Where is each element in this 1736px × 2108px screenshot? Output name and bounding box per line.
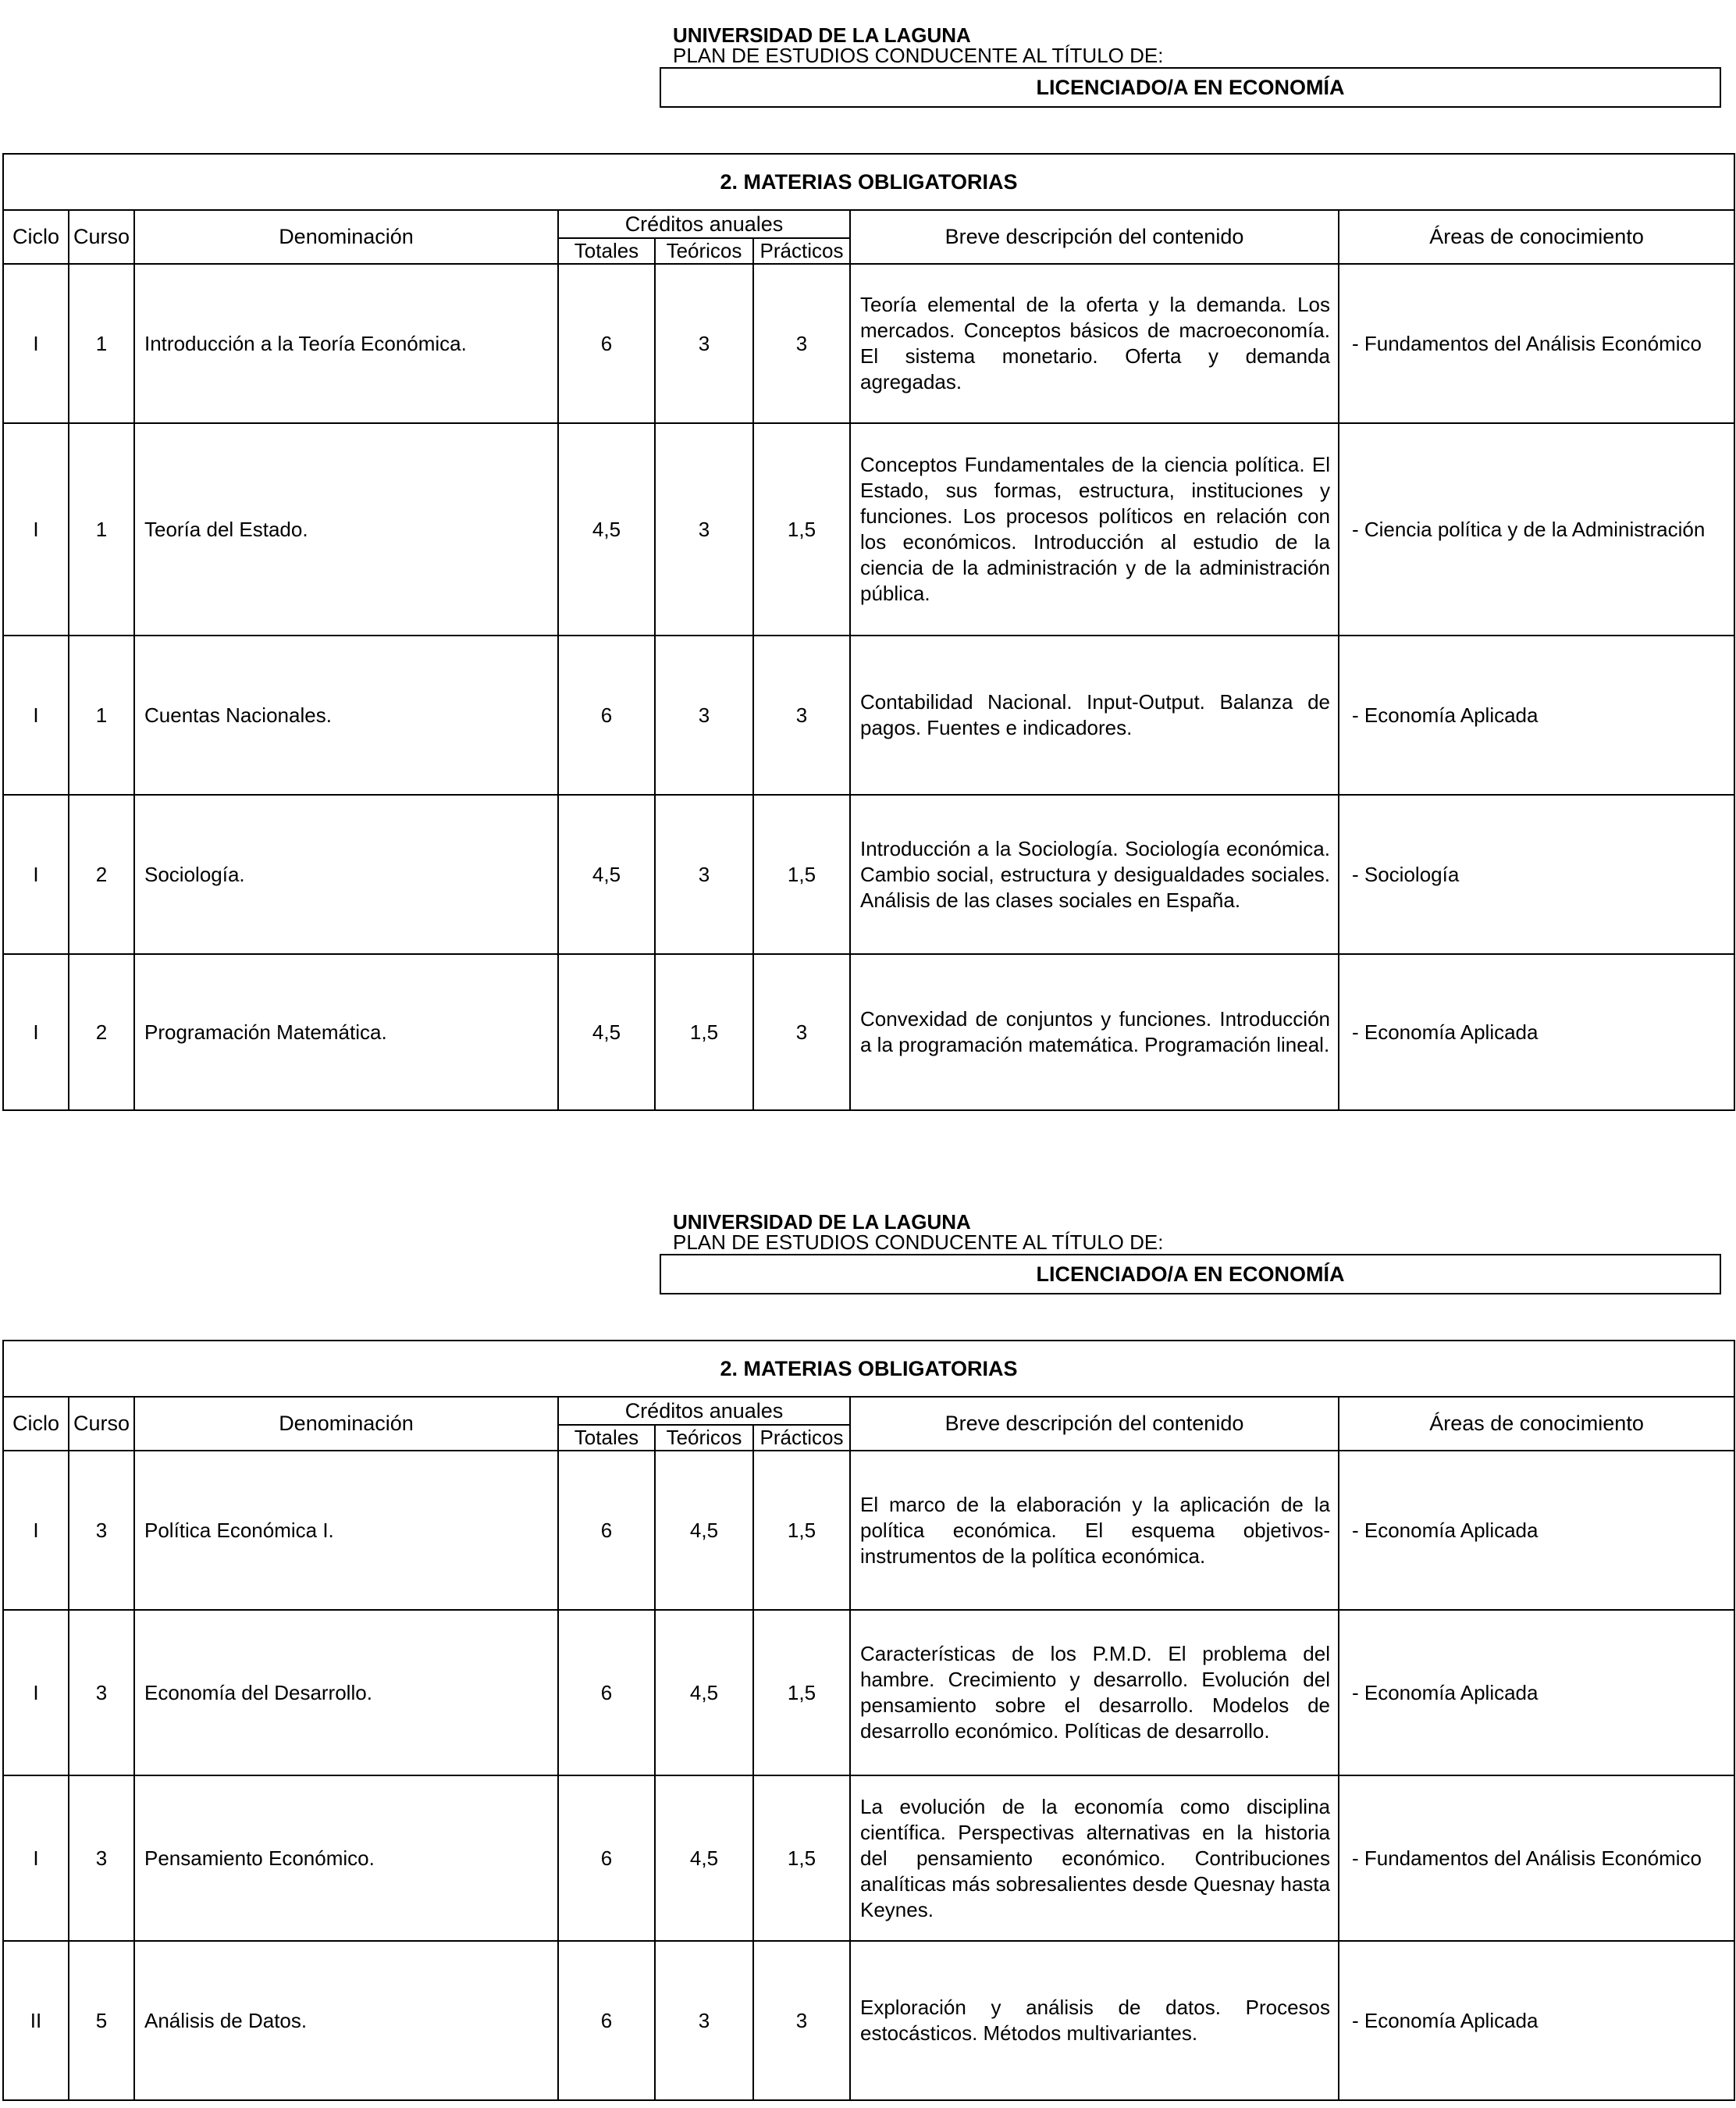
cell-totales: 4,5 [558, 423, 655, 636]
col-creditos: Créditos anuales [558, 210, 850, 238]
cell-denominacion: Economía del Desarrollo. [134, 1610, 558, 1775]
cell-curso: 1 [69, 264, 134, 423]
cell-descripcion: Contabilidad Nacional. Input-Output. Balanza de pagos. Fuentes e indicadores. [850, 636, 1339, 795]
cell-curso: 3 [69, 1451, 134, 1610]
cell-ciclo: I [3, 423, 69, 636]
cell-ciclo: I [3, 1610, 69, 1775]
col-ciclo: Ciclo [3, 210, 69, 264]
table-row [3, 1941, 1734, 2100]
cell-area: - Economía Aplicada [1339, 1451, 1734, 1610]
cell-teoricos: 1,5 [655, 954, 753, 1110]
col-curso: Curso [69, 1397, 134, 1451]
cell-area: - Fundamentos del Análisis Económico [1339, 1775, 1734, 1941]
col-descripcion: Breve descripción del contenido [850, 1397, 1339, 1451]
col-ciclo: Ciclo [3, 1397, 69, 1451]
cell-totales: 6 [558, 1451, 655, 1610]
cell-curso: 2 [69, 954, 134, 1110]
cell-practicos: 3 [753, 264, 850, 423]
cell-descripcion: Introducción a la Sociología. Sociología económica. Cambio social, estructura y desigualdades sociales. Análisis de las clases sociales en España. [850, 795, 1339, 954]
plan-label: PLAN DE ESTUDIOS CONDUCENTE AL TÍTULO DE: [673, 1230, 1164, 1254]
cell-curso: 3 [69, 1610, 134, 1775]
cell-practicos: 3 [753, 636, 850, 795]
cell-totales: 6 [558, 1610, 655, 1775]
degree-title: LICENCIADO/A EN ECONOMÍA [660, 1254, 1721, 1294]
table-row [3, 795, 1734, 954]
cell-totales: 6 [558, 1775, 655, 1941]
cell-descripcion: Conceptos Fundamentales de la ciencia política. El Estado, sus formas, estructura, instituciones y funciones. Los procesos políticos en relación con los económicos. Introducción al estudio de la ciencia de la administración y de la administración pública. [850, 423, 1339, 636]
cell-teoricos: 3 [655, 1941, 753, 2100]
cell-ciclo: I [3, 1451, 69, 1610]
col-descripcion: Breve descripción del contenido [850, 210, 1339, 264]
cell-descripcion: La evolución de la economía como disciplina científica. Perspectivas alternativas en la historia del pensamiento económico. Contribuciones analíticas más sobresalientes desde Quesnay hasta Keynes. [850, 1775, 1339, 1941]
col-totales: Totales [558, 238, 655, 264]
cell-ciclo: I [3, 636, 69, 795]
cell-denominacion: Análisis de Datos. [134, 1941, 558, 2100]
cell-teoricos: 4,5 [655, 1610, 753, 1775]
table-row [3, 1775, 1734, 1941]
table-row [3, 264, 1734, 423]
cell-area: - Fundamentos del Análisis Económico [1339, 264, 1734, 423]
cell-teoricos: 4,5 [655, 1775, 753, 1941]
cell-denominacion: Teoría del Estado. [134, 423, 558, 636]
cell-denominacion: Introducción a la Teoría Económica. [134, 264, 558, 423]
cell-totales: 6 [558, 636, 655, 795]
cell-denominacion: Pensamiento Económico. [134, 1775, 558, 1941]
cell-curso: 3 [69, 1775, 134, 1941]
cell-curso: 1 [69, 636, 134, 795]
cell-totales: 4,5 [558, 954, 655, 1110]
cell-area: - Economía Aplicada [1339, 636, 1734, 795]
cell-area: - Economía Aplicada [1339, 1610, 1734, 1775]
cell-practicos: 1,5 [753, 1775, 850, 1941]
cell-area: - Economía Aplicada [1339, 954, 1734, 1110]
cell-practicos: 1,5 [753, 423, 850, 636]
cell-denominacion: Programación Matemática. [134, 954, 558, 1110]
table-row [3, 423, 1734, 636]
cell-practicos: 3 [753, 1941, 850, 2100]
cell-teoricos: 3 [655, 264, 753, 423]
cell-denominacion: Sociología. [134, 795, 558, 954]
col-areas: Áreas de conocimiento [1339, 210, 1734, 264]
cell-denominacion: Política Económica I. [134, 1451, 558, 1610]
cell-descripcion: Teoría elemental de la oferta y la demanda. Los mercados. Conceptos básicos de macroeconomía. El sistema monetario. Oferta y demanda agregadas. [850, 264, 1339, 423]
cell-teoricos: 3 [655, 636, 753, 795]
cell-totales: 4,5 [558, 795, 655, 954]
col-teoricos: Teóricos [655, 1425, 753, 1451]
cell-ciclo: I [3, 264, 69, 423]
degree-title: LICENCIADO/A EN ECONOMÍA [660, 67, 1721, 108]
section-title: 2. MATERIAS OBLIGATORIAS [3, 1341, 1734, 1397]
table-row [3, 636, 1734, 795]
col-teoricos: Teóricos [655, 238, 753, 264]
col-areas: Áreas de conocimiento [1339, 1397, 1734, 1451]
subjects-table [2, 153, 1735, 1111]
cell-descripcion: Convexidad de conjuntos y funciones. Introducción a la programación matemática. Programación lineal. [850, 954, 1339, 1110]
university-name: UNIVERSIDAD DE LA LAGUNA [673, 23, 971, 47]
table-row [3, 1451, 1734, 1610]
cell-practicos: 1,5 [753, 795, 850, 954]
cell-denominacion: Cuentas Nacionales. [134, 636, 558, 795]
subjects-table [2, 1340, 1735, 2101]
cell-curso: 5 [69, 1941, 134, 2100]
cell-practicos: 1,5 [753, 1610, 850, 1775]
cell-area: - Ciencia política y de la Administración [1339, 423, 1734, 636]
cell-ciclo: I [3, 1775, 69, 1941]
cell-descripcion: El marco de la elaboración y la aplicación de la política económica. El esquema objetivos-instrumentos de la política económica. [850, 1451, 1339, 1610]
cell-practicos: 3 [753, 954, 850, 1110]
cell-teoricos: 3 [655, 795, 753, 954]
cell-ciclo: II [3, 1941, 69, 2100]
cell-totales: 6 [558, 1941, 655, 2100]
section-title: 2. MATERIAS OBLIGATORIAS [3, 154, 1734, 210]
university-name: UNIVERSIDAD DE LA LAGUNA [673, 1210, 971, 1234]
table-row [3, 954, 1734, 1110]
col-curso: Curso [69, 210, 134, 264]
cell-teoricos: 4,5 [655, 1451, 753, 1610]
table-row [3, 1610, 1734, 1775]
cell-practicos: 1,5 [753, 1451, 850, 1610]
col-denominacion: Denominación [134, 1397, 558, 1451]
cell-curso: 1 [69, 423, 134, 636]
cell-area: - Sociología [1339, 795, 1734, 954]
cell-totales: 6 [558, 264, 655, 423]
cell-curso: 2 [69, 795, 134, 954]
col-creditos: Créditos anuales [558, 1397, 850, 1425]
cell-area: - Economía Aplicada [1339, 1941, 1734, 2100]
col-totales: Totales [558, 1425, 655, 1451]
cell-descripcion: Exploración y análisis de datos. Procesos estocásticos. Métodos multivariantes. [850, 1941, 1339, 2100]
col-practicos: Prácticos [753, 1425, 850, 1451]
cell-teoricos: 3 [655, 423, 753, 636]
col-practicos: Prácticos [753, 238, 850, 264]
col-denominacion: Denominación [134, 210, 558, 264]
cell-descripcion: Características de los P.M.D. El problema del hambre. Crecimiento y desarrollo. Evolución del pensamiento sobre el desarrollo. Modelos de desarrollo económico. Políticas de desarrollo. [850, 1610, 1339, 1775]
cell-ciclo: I [3, 954, 69, 1110]
cell-ciclo: I [3, 795, 69, 954]
plan-label: PLAN DE ESTUDIOS CONDUCENTE AL TÍTULO DE: [673, 44, 1164, 67]
